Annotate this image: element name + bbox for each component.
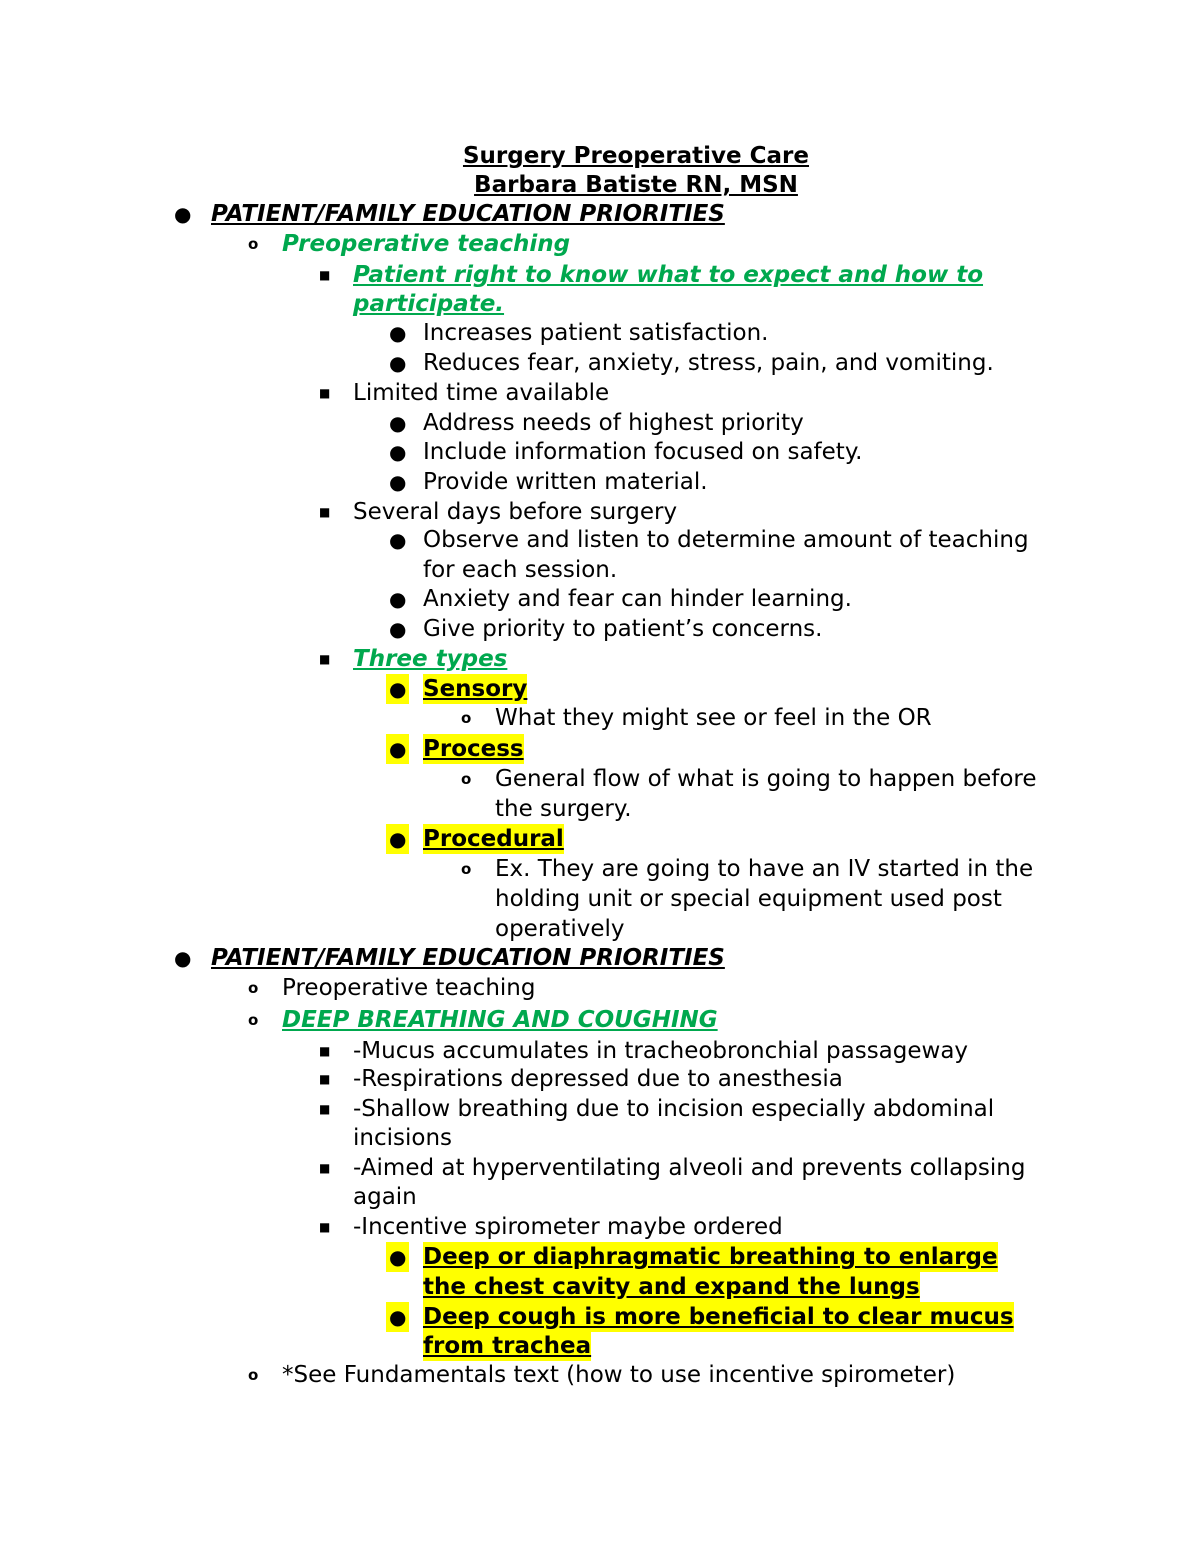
list-item: Observe and listen to determine amount of teaching	[423, 527, 1029, 553]
type-label: Procedural	[423, 826, 564, 852]
list-item-continuation: again	[353, 1184, 417, 1210]
square-bullet-icon: ■	[319, 1072, 331, 1086]
disc-bullet-icon: ●	[386, 1242, 409, 1272]
square-bullet-icon: ■	[319, 1044, 331, 1058]
disc-bullet-icon: ●	[386, 1302, 409, 1332]
list-item: Three types	[353, 646, 508, 672]
list-item-continuation: the surgery.	[495, 796, 632, 822]
list-item-continuation: for each session.	[423, 557, 618, 583]
list-item: Anxiety and fear can hinder learning.	[423, 586, 852, 612]
disc-bullet-icon: ●	[174, 202, 192, 226]
list-item: Increases patient satisfaction.	[423, 320, 769, 346]
disc-bullet-icon: ●	[389, 440, 407, 464]
square-bullet-icon: ■	[319, 386, 331, 400]
list-item-continuation: operatively	[495, 916, 625, 942]
section-heading: PATIENT/FAMILY EDUCATION PRIORITIES	[211, 201, 725, 227]
subheading: Preoperative teaching	[282, 231, 571, 257]
list-item-continuation: incisions	[353, 1125, 453, 1151]
subheading: DEEP BREATHING AND COUGHING	[282, 1007, 718, 1033]
list-item: Reduces fear, anxiety, stress, pain, and vomiting.	[423, 350, 994, 376]
highlighted-item: Deep or diaphragmatic breathing to enlarge	[423, 1244, 998, 1270]
list-item: -Incentive spirometer maybe ordered	[353, 1214, 783, 1240]
list-item-continuation: participate.	[353, 291, 505, 317]
list-item: Limited time available	[353, 380, 610, 406]
disc-bullet-icon: ●	[389, 321, 407, 345]
disc-bullet-icon: ●	[389, 470, 407, 494]
document-title: Surgery Preoperative Care	[462, 143, 810, 169]
disc-bullet-icon: ●	[386, 734, 409, 764]
list-item: -Shallow breathing due to incision especially abdominal	[353, 1096, 995, 1122]
circle-bullet-icon: o	[248, 235, 259, 253]
square-bullet-icon: ■	[319, 1220, 331, 1234]
disc-bullet-icon: ●	[389, 351, 407, 375]
disc-bullet-icon: ●	[389, 617, 407, 641]
square-bullet-icon: ■	[319, 268, 331, 282]
list-item: What they might see or feel in the OR	[495, 705, 932, 731]
list-item: Address needs of highest priority	[423, 410, 804, 436]
square-bullet-icon: ■	[319, 1161, 331, 1175]
disc-bullet-icon: ●	[174, 946, 192, 970]
circle-bullet-icon: o	[248, 979, 259, 997]
subheading: Preoperative teaching	[282, 975, 536, 1001]
list-item: Patient right to know what to expect and how to	[353, 262, 984, 288]
circle-bullet-icon: o	[461, 770, 472, 788]
list-item: -Respirations depressed due to anesthesia	[353, 1066, 843, 1092]
section-heading: PATIENT/FAMILY EDUCATION PRIORITIES	[211, 945, 725, 971]
square-bullet-icon: ■	[319, 505, 331, 519]
list-item: *See Fundamentals text (how to use incentive spirometer)	[282, 1362, 956, 1388]
list-item: Ex. They are going to have an IV started in the	[495, 856, 1034, 882]
list-item-continuation: holding unit or special equipment used post	[495, 886, 1002, 912]
circle-bullet-icon: o	[461, 709, 472, 727]
document-author: Barbara Batiste RN, MSN	[474, 172, 798, 198]
disc-bullet-icon: ●	[389, 587, 407, 611]
highlighted-item-continuation: the chest cavity and expand the lungs	[423, 1274, 920, 1300]
list-item: Include information focused on safety.	[423, 439, 863, 465]
type-label: Process	[423, 736, 524, 762]
disc-bullet-icon: ●	[386, 674, 409, 704]
disc-bullet-icon: ●	[389, 528, 407, 552]
highlighted-item: Deep cough is more beneficial to clear mucus	[423, 1304, 1014, 1330]
square-bullet-icon: ■	[319, 652, 331, 666]
disc-bullet-icon: ●	[386, 824, 409, 854]
list-item: General flow of what is going to happen before	[495, 766, 1037, 792]
list-item: -Mucus accumulates in tracheobronchial passageway	[353, 1038, 969, 1064]
disc-bullet-icon: ●	[389, 411, 407, 435]
list-item: Provide written material.	[423, 469, 708, 495]
circle-bullet-icon: o	[248, 1366, 259, 1384]
list-item: Several days before surgery	[353, 499, 678, 525]
list-item: -Aimed at hyperventilating alveoli and prevents collapsing	[353, 1155, 1026, 1181]
highlighted-item-continuation: from trachea	[423, 1333, 592, 1359]
list-item: Give priority to patient’s concerns.	[423, 616, 823, 642]
circle-bullet-icon: o	[461, 860, 472, 878]
circle-bullet-icon: o	[248, 1011, 259, 1029]
type-label: Sensory	[423, 676, 528, 702]
square-bullet-icon: ■	[319, 1102, 331, 1116]
